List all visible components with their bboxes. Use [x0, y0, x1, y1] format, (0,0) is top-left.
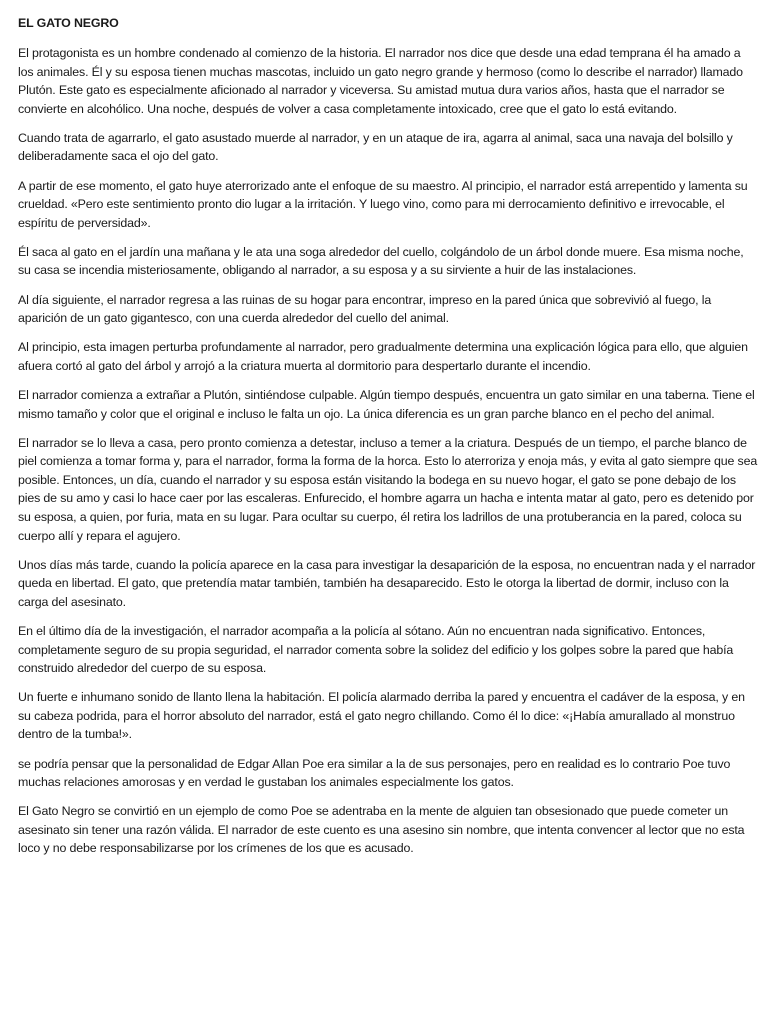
document-page [18, 14, 758, 868]
paragraph-12: se podría pensar que la personalidad de Edgar Allan Poe era similar a la de sus personajes, pero en realidad es lo contrario Poe tuvo muchas relaciones amorosas y en verdad le gustaban los animales especialmente los gatos. [18, 756, 731, 790]
paragraph-10: En el último día de la investigación, el narrador acompaña a la policía al sótano. Aún no encuentran nada significativo. Entonces, completamente seguro de su propia seguridad, el narrador comenta sobre la solidez del edificio y los golpes sobre la pared que había construido alrededor del cuerpo de su esposa. [18, 623, 734, 676]
paragraph-11: Un fuerte e inhumano sonido de llanto llena la habitación. El policía alarmado derriba la pared y encuentra el cadáver de la esposa, y en su cabeza podrida, para el horror absoluto del narrador, está el gato negro chillando. Como él lo dice: «¡Había amurallado al monstruo dentro de la tumba!». [18, 690, 745, 742]
paragraph-3: A partir de ese momento, el gato huye aterrorizado ante el enfoque de su maestro. Al principio, el narrador está arrepentido y lamenta su crueldad. «Pero este sentimiento pronto dio lugar a la irritación. Y luego vino, como para mi derrocamiento definitivo e irrevocable, el espíritu de perversidad». [18, 178, 748, 230]
paragraph-1: El protagonista es un hombre condenado al comienzo de la historia. El narrador nos dice que desde una edad temprana él ha amado a los animales. Él y su esposa tienen muchas mascotas, incluido un gato negro grande y hermoso (como lo describe el narrador) llamado Plutón. Este gato es especialmente aficionado al narrador y viceversa. Su amistad mutua dura varios años, hasta que el narrador se convierte en alcohólico. Una noche, después de volver a casa completamente intoxicado, cree que el gato lo está evitando. [18, 46, 743, 116]
paragraph-6: Al principio, esta imagen perturba profundamente al narrador, pero gradualmente determina una explicación lógica para ello, que alguien afuera cortó al gato del árbol y arrojó a la criatura muerta al dormitorio para despertarlo durante el incendio. [18, 340, 748, 373]
paragraph-2: Cuando trata de agarrarlo, el gato asustado muerde al narrador, y en un ataque de ira, agarra al animal, saca una navaja del bolsillo y deliberadamente saca el ojo del gato. [18, 130, 733, 164]
paragraph-5: Al día siguiente, el narrador regresa a las ruinas de su hogar para encontrar, impreso en la pared única que sobrevivió al fuego, la aparición de un gato gigantesco, con una cuerda alrededor del cuello del animal. [18, 292, 712, 326]
document-title: EL GATO NEGRO [18, 16, 119, 30]
paragraph-7: El narrador comienza a extrañar a Plutón, sintiéndose culpable. Algún tiempo después, encuentra un gato similar en una taberna. Tiene el mismo tamaño y color que el original e incluso le falta un ojo. La única diferencia es un gran parche blanco en el pecho del animal. [18, 387, 755, 421]
paragraph-4: Él saca al gato en el jardín una mañana y le ata una soga alrededor del cuello, colgándolo de un árbol donde muere. Esa misma noche, su casa se incendia misteriosamente, obligando al narrador, a su esposa y a su sirviente a huir de las instalaciones. [18, 244, 744, 278]
paragraph-8: El narrador se lo lleva a casa, pero pronto comienza a detestar, incluso a temer a la criatura. Después de un tiempo, el parche blanco de piel comienza a tomar forma y, para el narrador, forma la forma de la horca. Esto lo aterroriza y enoja más, y evita al gato siempre que sea posible. Entonces, un día, cuando el narrador y su esposa están visitando la bodega en su nuevo hogar, el gato se pone debajo de los pies de su amo y casi lo hace caer por las escaleras. Enfurecido, el hombre agarra un hacha e intenta matar al gato, pero es detenido por su esposa, a quien, por furia, mata en su lugar. Para ocultar su cuerpo, él retira los ladrillos de una protuberancia en la pared, coloca su cuerpo allí y repara el agujero. [18, 435, 758, 543]
paragraph-9: Unos días más tarde, cuando la policía aparece en la casa para investigar la desaparición de la esposa, no encuentran nada y el narrador queda en libertad. El gato, que pretendía matar también, también ha desaparecido. Esto le otorga la libertad de dormir, incluso con la carga del asesinato. [18, 557, 756, 609]
paragraph-13: El Gato Negro se convirtió en un ejemplo de como Poe se adentraba en la mente de alguien tan obsesionado que puede cometer un asesinato sin tener una razón válida. El narrador de este cuento es una asesino sin nombre, que intenta convencer al lector que no esta loco y no debe responsabilizarse por los crímenes de los que es acusado. [18, 804, 745, 856]
